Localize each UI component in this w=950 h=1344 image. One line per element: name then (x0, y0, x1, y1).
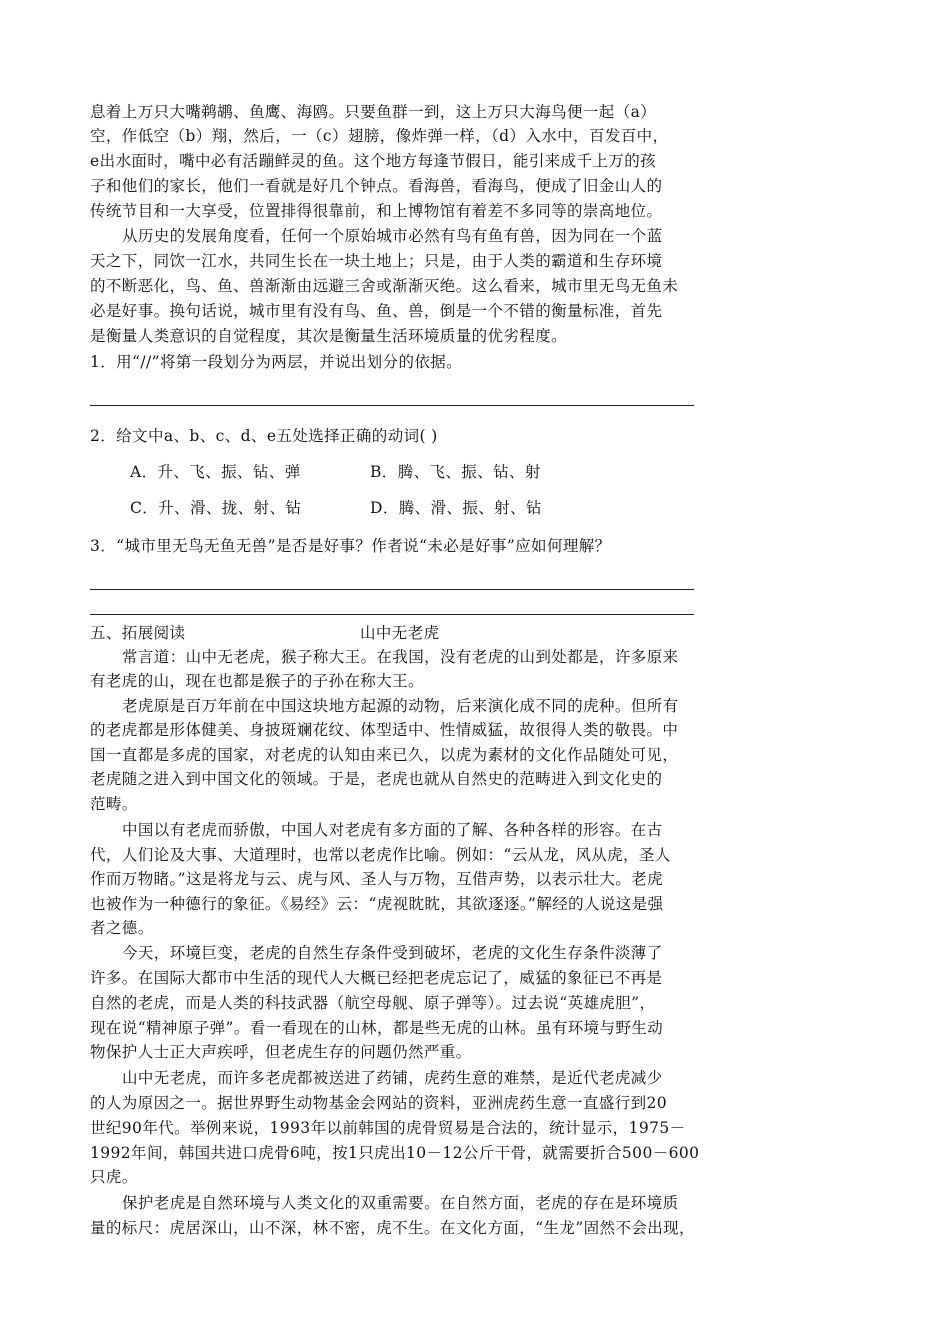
article-line: 只虎。 (90, 1168, 138, 1186)
article-line: 保护老虎是自然环境与人类文化的双重需要。在自然方面，老虎的存在是环境质 (122, 1194, 679, 1212)
article-line: 自然的老虎，而是人类的科技武器（航空母舰、原子弹等）。过去说“英雄虎胆”， (90, 994, 656, 1012)
passage2-line: 天之下，同饮一江水，共同生长在一块土地上；只是，由于人类的霸道和生存环境 (90, 252, 663, 270)
passage1-line: 息着上万只大嘴鹈鹕、鱼鹰、海鸥。只要鱼群一到，这上万只大海鸟便一起（a） (90, 103, 657, 121)
article-line: 的人为原因之一。据世界野生动物基金会网站的资料，亚洲虎药生意一直盛行到20 (90, 1094, 668, 1112)
article-line: 世纪90年代。举例来说，1993年以前韩国的虎骨贸易是合法的，统计显示，1975－ (90, 1119, 686, 1137)
option-a[interactable]: A．升、飞、振、钻、弹 (130, 463, 301, 481)
article-line: 现在说“精神原子弹”。看一看现在的山林，都是些无虎的山林。虽有环境与野生动 (90, 1019, 664, 1037)
article-line: 作而万物睹。”这是将龙与云、虎与风、圣人与万物，互借声势，以表示壮大。老虎 (90, 870, 663, 888)
article-line: 代，人们论及大事、大道理时，也常以老虎作比喻。例如：“云从龙，风从虎，圣人 (90, 846, 671, 864)
article-line: 中国以有老虎而骄傲，中国人对老虎有多方面的了解、各种各样的形容。在古 (122, 821, 663, 839)
option-c[interactable]: C．升、滑、拢、射、钻 (130, 499, 302, 517)
answer-line[interactable] (90, 405, 694, 406)
passage2-line: 是衡量人类意识的自觉程度，其次是衡量生活环境质量的优劣程度。 (90, 327, 568, 345)
option-d[interactable]: D．腾、滑、振、射、钻 (370, 499, 542, 517)
passage2-line: 的不断恶化，鸟、鱼、兽渐渐由远避三舍或渐渐灭绝。这么看来，城市里无鸟无鱼未 (90, 277, 679, 295)
article-line: 有老虎的山，现在也都是猴子的子孙在称大王。 (90, 672, 424, 690)
option-b[interactable]: B．腾、飞、振、钻、射 (370, 463, 541, 481)
article-line: 老虎原是百万年前在中国这块地方起源的动物，后来演化成不同的虎种。但所有 (122, 697, 679, 715)
passage1-line: 传统节目和一大享受，位置排得很靠前，和上博物馆有着差不多同等的崇高地位。 (90, 202, 663, 220)
article-line: 范畴。 (90, 795, 138, 813)
article-line: 的老虎都是形体健美、身披斑斓花纹、体型适中、性情威猛，故很得人类的敬畏。中 (90, 721, 679, 739)
article-line: 今天，环境巨变，老虎的自然生存条件受到破坏，老虎的文化生存条件淡薄了 (122, 944, 663, 962)
question-3: 3．“城市里无鸟无鱼无兽”是否是好事？作者说“未必是好事”应如何理解？ (90, 537, 611, 555)
article-line: 量的标尺：虎居深山，山不深，林不密，虎不生。在文化方面，“生龙”固然不会出现， (90, 1219, 695, 1237)
article-line: 常言道：山中无老虎，猴子称大王。在我国，没有老虎的山到处都是，许多原来 (122, 648, 679, 666)
passage1-line: e出水面时，嘴中必有活蹦鲜灵的鱼。这个地方每逢节假日，能引来成千上万的孩 (90, 152, 657, 170)
passage1-line: 子和他们的家长，他们一看就是好几个钟点。看海兽，看海鸟，便成了旧金山人的 (90, 177, 663, 195)
article-line: 山中无老虎，而许多老虎都被送进了药铺，虎药生意的难禁，是近代老虎减少 (122, 1069, 663, 1087)
answer-line[interactable] (90, 614, 694, 615)
article-line: 也被作为一种德行的象征。《易经》云：“虎视眈眈，其欲逐逐。”解经的人说这是强 (90, 895, 664, 913)
question-2: 2．给文中a、b、c、d、e五处选择正确的动词( ) (90, 427, 438, 445)
article-line: 1992年间，韩国共进口虎骨6吨，按1只虎出10－12公斤干骨，就需要折合500－600 (90, 1144, 700, 1162)
section-heading: 五、拓展阅读 (90, 624, 186, 642)
article-line: 许多。在国际大都市中生活的现代人大概已经把老虎忘记了，威猛的象征已不再是 (90, 969, 663, 987)
article-line: 老虎随之进入到中国文化的领域。于是，老虎也就从自然史的范畴进入到文化史的 (90, 770, 663, 788)
passage2-line: 必是好事。换句话说，城市里有没有鸟、鱼、兽，倒是一个不错的衡量标准，首先 (90, 302, 663, 320)
article-line: 物保护人士正大声疾呼，但老虎生存的问题仍然严重。 (90, 1043, 472, 1061)
answer-line[interactable] (90, 589, 694, 590)
passage2-line: 从历史的发展角度看，任何一个原始城市必然有鸟有鱼有兽，因为同在一个蓝 (122, 227, 663, 245)
article-title: 山中无老虎 (360, 624, 440, 642)
passage1-line: 空，作低空（b）翔，然后，一（c）翅膀，像炸弹一样，（d）入水中，百发百中， (90, 127, 669, 145)
question-1: 1．用“//”将第一段划分为两层，并说出划分的依据。 (90, 353, 463, 371)
article-line: 者之德。 (90, 919, 154, 937)
article-line: 国一直都是多虎的国家，对老虎的认知由来已久，以虎为素材的文化作品随处可见， (90, 746, 679, 764)
